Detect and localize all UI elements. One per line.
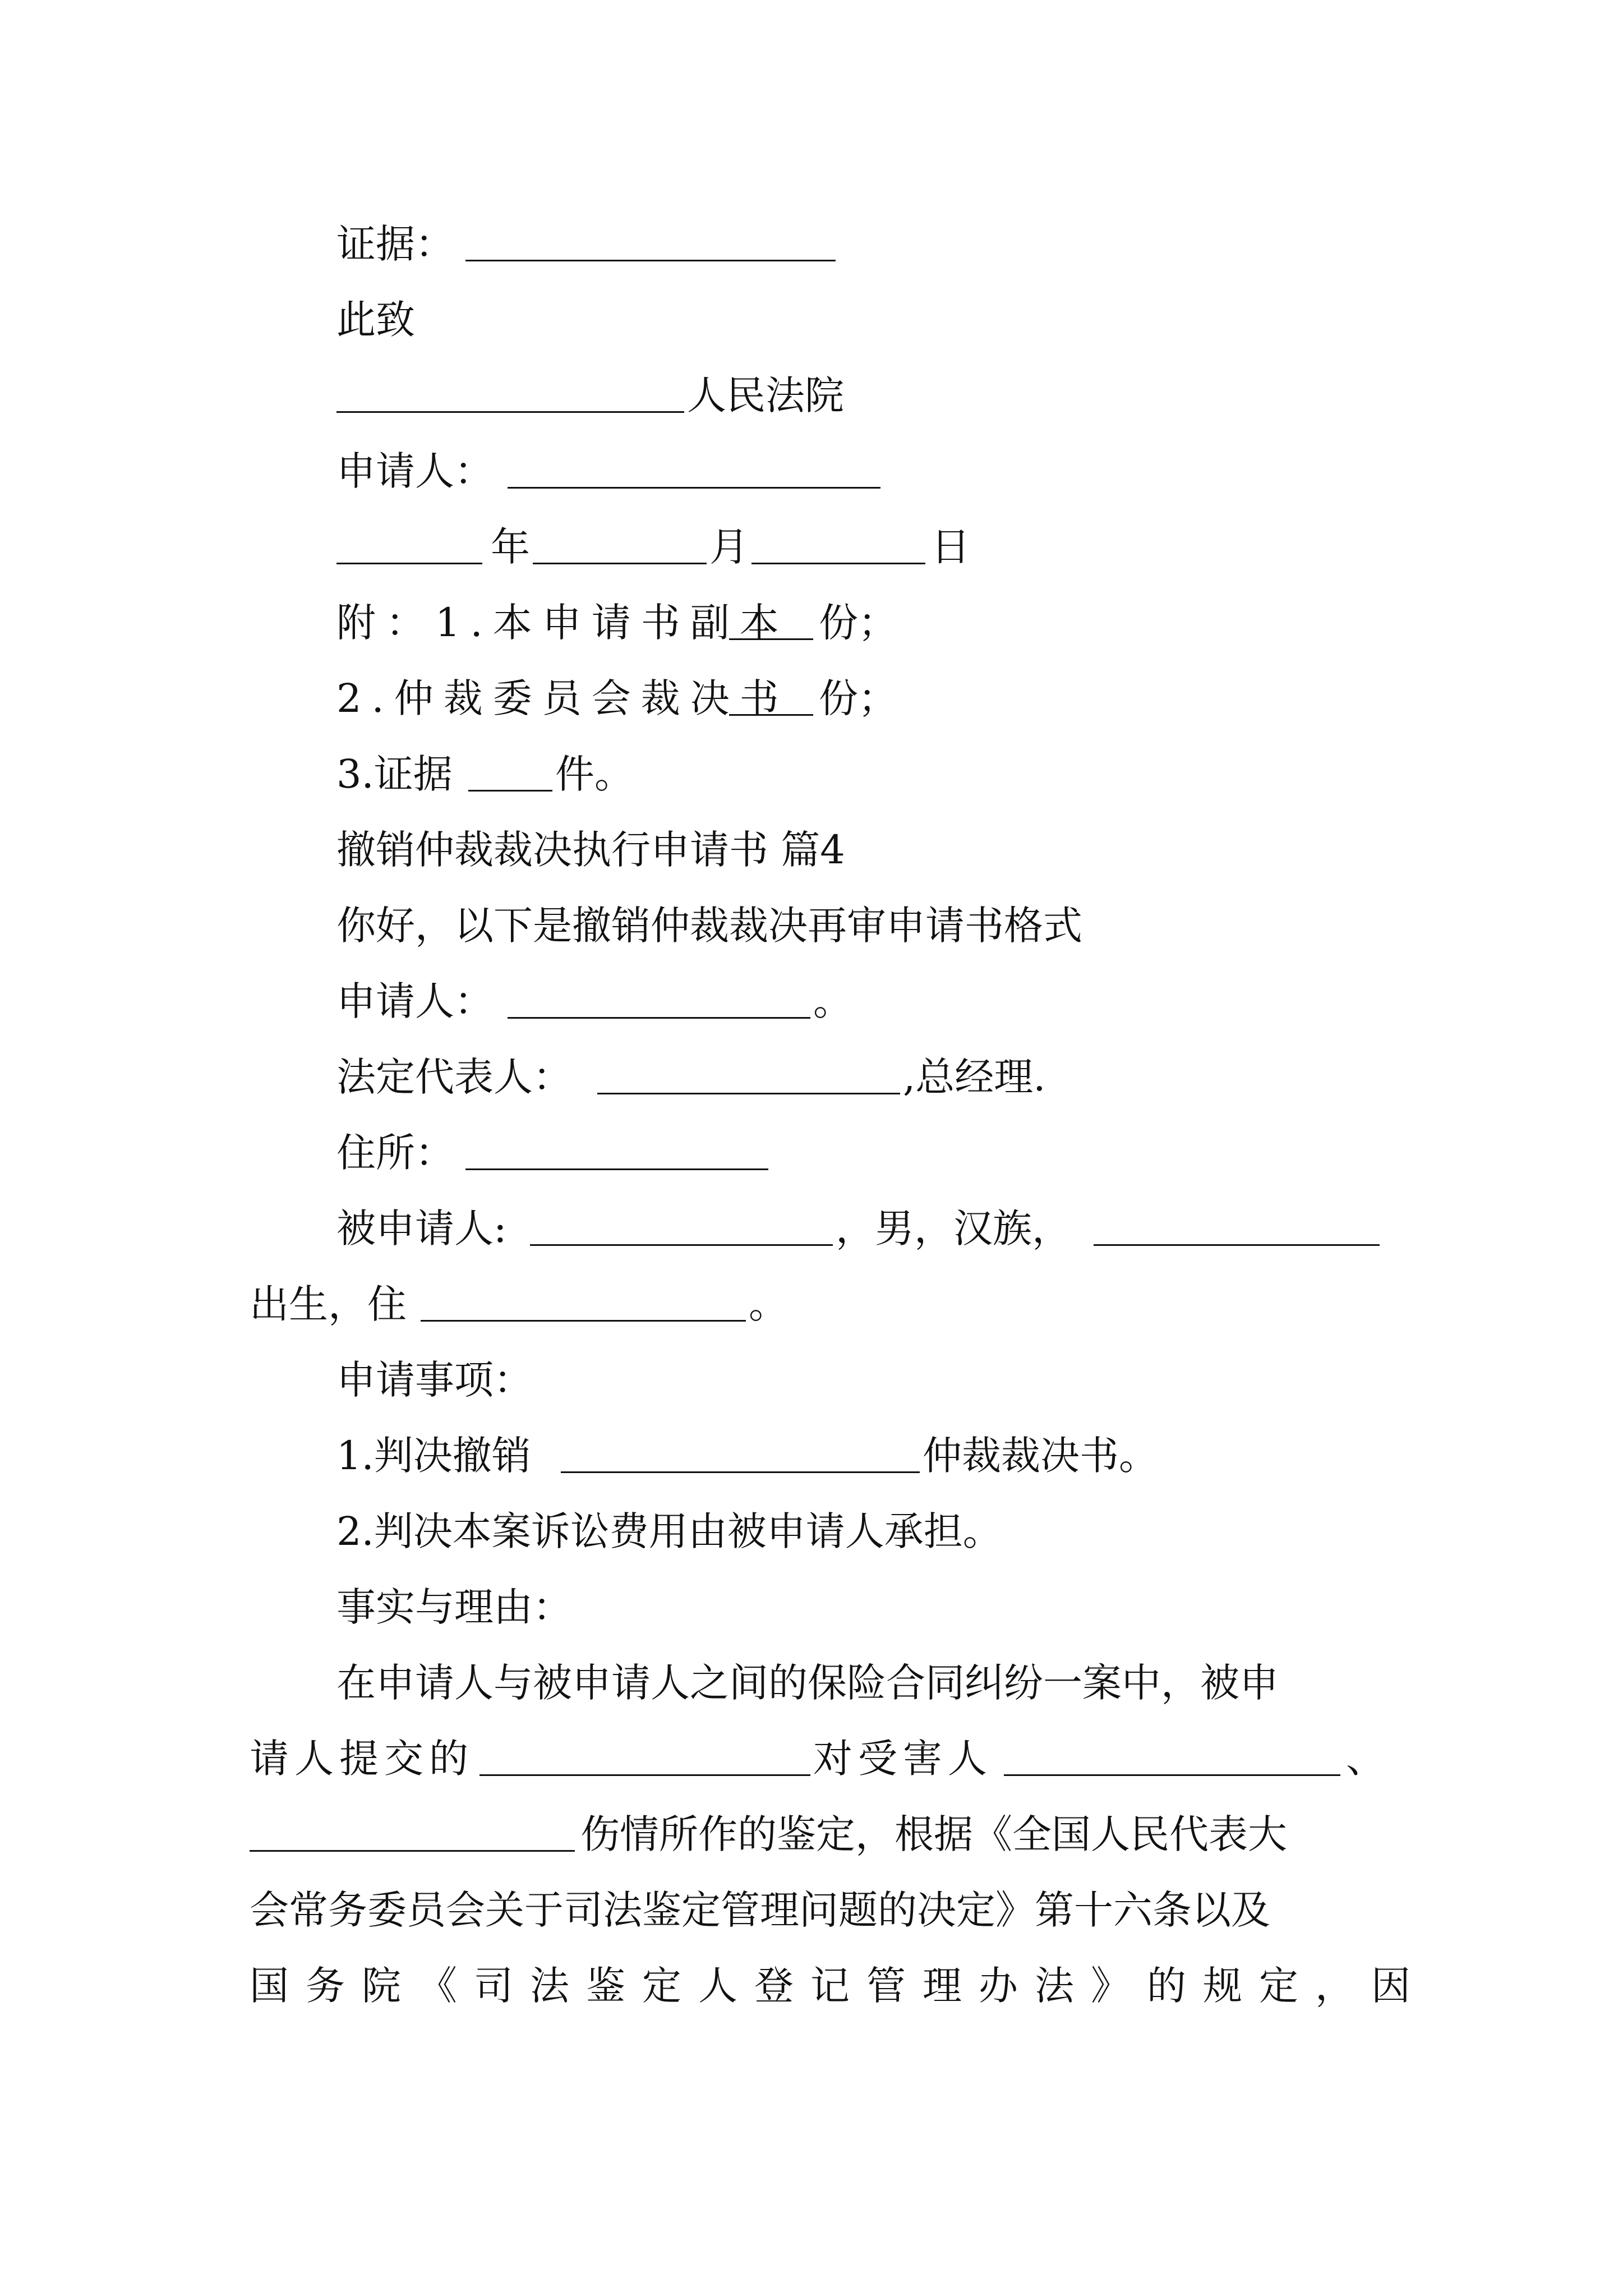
victim-blank-1 (1004, 1774, 1340, 1776)
day-blank (751, 563, 925, 564)
attachment-3-line (0, 740, 1623, 808)
evidence-line (0, 210, 1623, 278)
facts-para-line-5 (0, 1952, 1623, 2019)
applicant-sign-line (0, 438, 1623, 505)
year-label: 年 (491, 524, 530, 570)
claim-2-text: 2.判决本案诉讼费用由被申请人承担。 (336, 1508, 1002, 1554)
legal-rep-blank (597, 1093, 900, 1094)
court-name-blank (336, 411, 684, 413)
intro-line (0, 892, 1623, 959)
respondent-address-suffix: 。 (749, 1281, 788, 1327)
respondent-info: ，男，汉族， (836, 1205, 1071, 1251)
facts-para-text-4: 会常务委员会关于司法鉴定管理问题的决定》第十六条以及 (250, 1887, 1270, 1933)
applicant-blank (508, 1017, 810, 1019)
salutation-line (0, 286, 1623, 353)
respondent-name-blank (530, 1244, 833, 1246)
claim-1-suffix: 仲裁裁决书。 (923, 1433, 1158, 1479)
claim-1-blank (561, 1471, 920, 1473)
legal-rep-suffix: ,总经理. (903, 1054, 1046, 1100)
applicant-line (0, 968, 1623, 1035)
respondent-address-label: 出生，住 (250, 1281, 407, 1327)
attachment-2-suffix: 份； (819, 675, 897, 721)
year-blank (336, 563, 482, 564)
month-blank (533, 563, 707, 564)
salutation-text: 此致 (336, 297, 415, 343)
facts-para-text-5: 国务院《司法鉴定人登记管理办法》的规定，因 (250, 1963, 1427, 2009)
month-label: 月 (709, 524, 749, 570)
respondent-label: 被申请人: (336, 1205, 507, 1251)
facts-para-line-1 (0, 1649, 1623, 1717)
applicant-label: 申请人： (336, 978, 494, 1024)
attachment-1-line (0, 589, 1623, 656)
intro-text: 你好，以下是撤销仲裁裁决再审申请书格式 (336, 903, 1082, 949)
facts-para-line-3 (0, 1801, 1623, 1868)
evidence-label: 证据： (336, 221, 454, 267)
attachment-1-blank (729, 638, 813, 640)
respondent-address-line (0, 1271, 1623, 1338)
attachment-3-blank (468, 790, 552, 792)
facts-para-prefix-2: 请人提交的 (250, 1736, 474, 1782)
appraiser-blank (479, 1774, 810, 1776)
facts-para-line-2 (0, 1725, 1623, 1792)
attachment-1-text: 附：1.本申请书副本 (336, 600, 789, 646)
section-heading: 撤销仲裁裁决执行申请书 篇4 (336, 827, 845, 873)
legal-rep-label: 法定代表人： (336, 1054, 572, 1100)
attachment-2-blank (729, 714, 813, 716)
attachment-3-suffix: 件。 (555, 751, 634, 797)
address-label: 住所： (336, 1130, 454, 1176)
claim-2-line (0, 1498, 1623, 1565)
legal-rep-line (0, 1043, 1623, 1111)
evidence-blank (465, 260, 836, 261)
address-blank (465, 1168, 768, 1170)
facts-para-text-1: 在申请人与被申请人之间的保险合同纠纷一案中，被申 (336, 1660, 1279, 1706)
respondent-line (0, 1195, 1623, 1262)
day-label: 日 (931, 524, 970, 570)
facts-para-suffix-2: 、 (1346, 1736, 1385, 1782)
facts-heading: 事实与理由： (336, 1584, 572, 1630)
attachment-1-suffix: 份； (819, 600, 897, 646)
respondent-birth-blank (1094, 1244, 1380, 1246)
applicant-sign-label: 申请人： (336, 448, 494, 494)
claims-heading-line (0, 1346, 1623, 1414)
section-heading-line (0, 816, 1623, 884)
respondent-address-blank (421, 1320, 746, 1322)
facts-para-line-4 (0, 1876, 1623, 1944)
court-suffix: 人民法院 (687, 372, 844, 418)
applicant-sign-blank (508, 487, 880, 489)
attachment-2-line (0, 665, 1623, 732)
facts-heading-line (0, 1573, 1623, 1641)
facts-para-text-3: 伤情所作的鉴定，根据《全国人民代表大 (580, 1811, 1287, 1857)
claims-heading: 申请事项： (336, 1357, 533, 1403)
date-line (0, 513, 1623, 581)
attachment-2-text: 2.仲裁委员会裁决书 (336, 675, 789, 721)
address-line (0, 1119, 1623, 1186)
attachment-3-text: 3.证据 (336, 751, 453, 797)
court-line (0, 362, 1623, 429)
facts-para-middle-2: 对受害人 (813, 1736, 993, 1782)
victim-blank-2 (250, 1850, 575, 1852)
applicant-suffix: 。 (813, 978, 852, 1024)
claim-1-prefix: 1.判决撤销 (336, 1433, 531, 1479)
claim-1-line (0, 1422, 1623, 1489)
